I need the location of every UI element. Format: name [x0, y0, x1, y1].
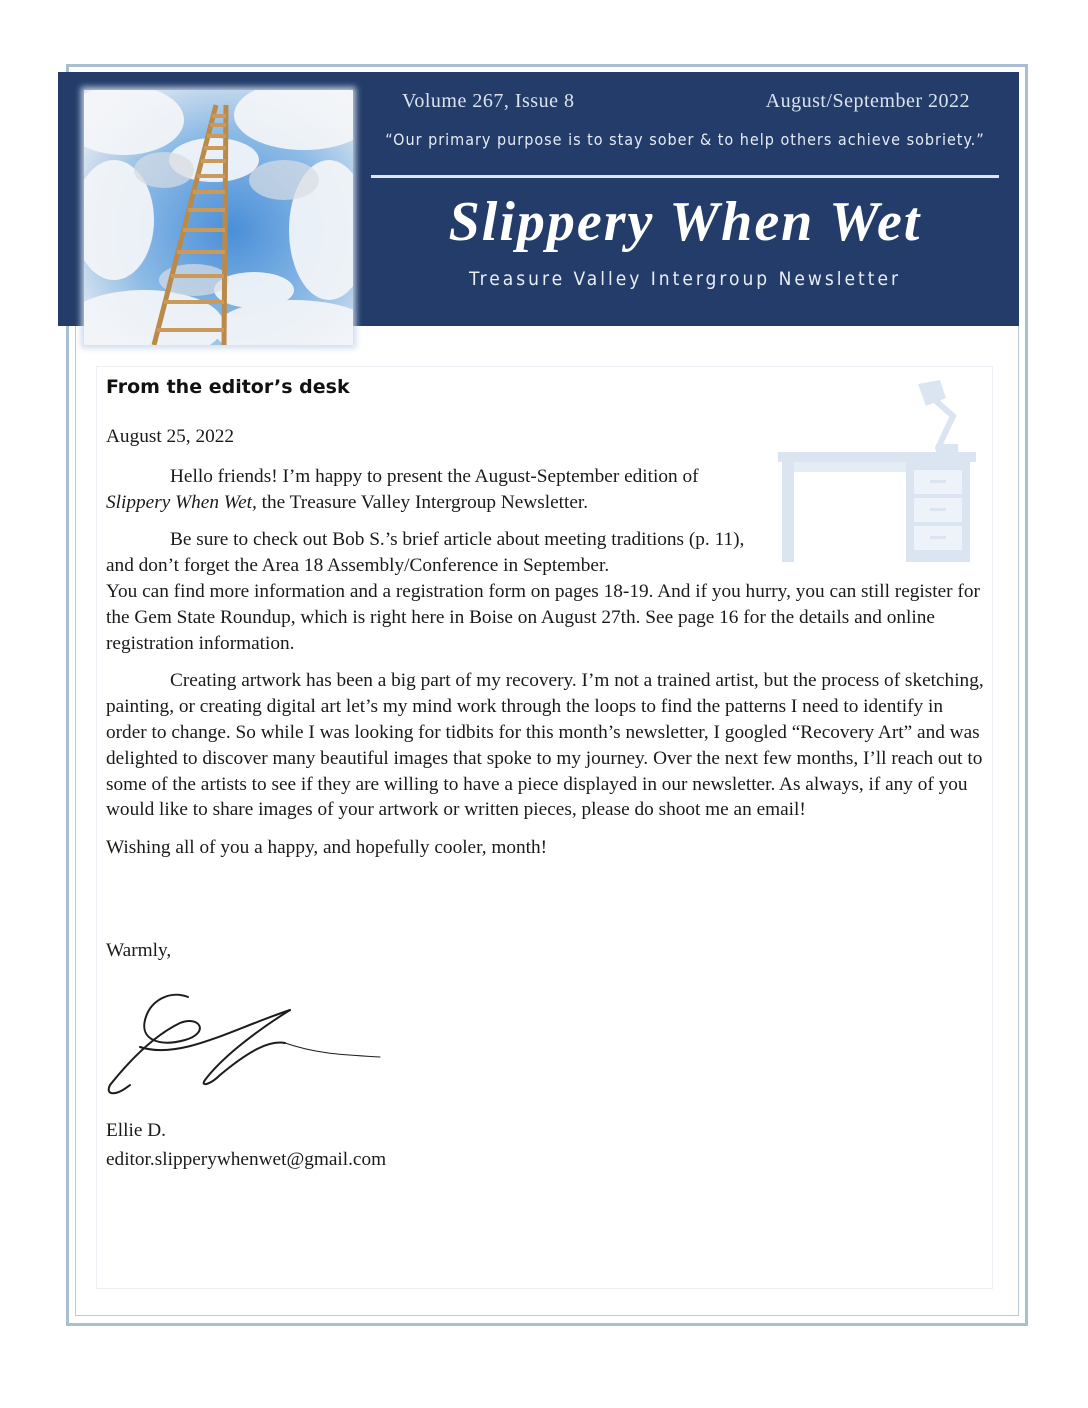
newsletter-title: Slippery When Wet [448, 191, 922, 253]
article-body [106, 424, 986, 861]
header-divider [371, 175, 999, 178]
paragraph-1: Hello friends! I’m happy to present the August-September edition of Slippery When Wet, the Treasure Valley Intergroup Newsletter. [106, 465, 699, 513]
closing: Warmly, [106, 940, 172, 961]
newsletter-subtitle: Treasure Valley Intergroup Newsletter [468, 268, 901, 290]
volume-issue: Volume 267, Issue 8 [402, 90, 575, 112]
paragraph-2b: You can find more information and a registration form on pages 18-19. And if you hurry, you can still register for the Gem State Roundup, which is right here in Boise on August 27th. See page 16 for the details and online registration information. [106, 580, 980, 654]
ladder-into-clouds-image [84, 90, 353, 345]
article-date: August 25, 2022 [106, 426, 235, 447]
issue-date: August/September 2022 [765, 90, 970, 112]
handwritten-signature [100, 985, 390, 1110]
paragraph-2a: Be sure to check out Bob S.’s brief article about meeting traditions (p. 11), and don’t forget the Area 18 Assembly/Conference in September. [106, 529, 745, 577]
paragraph-4: Wishing all of you a happy, and hopefully cooler, month! [106, 837, 548, 859]
section-heading: From the editor’s desk [106, 376, 350, 398]
editor-email[interactable]: editor.slipperywhenwet@gmail.com [106, 1149, 387, 1170]
motto: “Our primary purpose is to stay sober & to help others achieve sobriety.” [385, 130, 985, 149]
editor-name: Ellie D. [106, 1120, 166, 1141]
paragraph-3: Creating artwork has been a big part of my recovery. I’m not a trained artist, but the process of sketching, painting, or creating digital art let’s my mind work through the loops to find the patterns I need to identify in order to change. So while I was looking for tidbits for this month’s newsletter, I googled “Recovery Art” and was delighted to discover many beautiful images that spoke to my journey. Over the next few months, I’ll reach out to some of the artists to see if they are willing to have a piece displayed in our newsletter. As always, if any of you would like to share images of your artwork or written pieces, please do shoot me an email! [106, 670, 984, 821]
